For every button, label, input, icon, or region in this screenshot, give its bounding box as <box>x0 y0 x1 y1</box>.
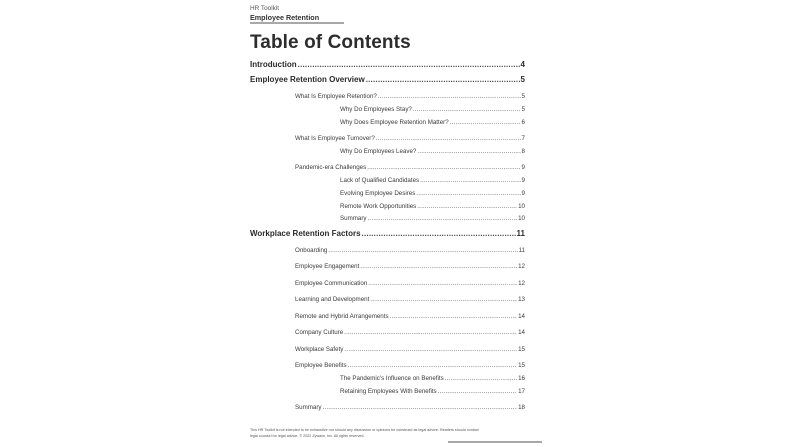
toc-entry-label: Why Does Employee Retention Matter? <box>340 119 449 126</box>
toc-entry[interactable] <box>295 164 525 172</box>
toc-entry-label: Summary <box>295 404 322 411</box>
toc-entry-page-number: 11 <box>516 229 525 238</box>
toc-entry[interactable] <box>250 59 525 70</box>
toc-entry-label: What Is Employee Turnover? <box>295 135 375 142</box>
toc-entry-page-number: 5 <box>521 106 525 113</box>
toc-dot-leader <box>370 296 517 304</box>
toc-entry-label: The Pandemic's Influence on Benefits <box>340 375 444 382</box>
toc-entry-label: What Is Employee Retention? <box>295 93 377 100</box>
header-underline <box>250 22 344 24</box>
toc-entry-label: Workplace Retention Factors <box>250 229 361 238</box>
toc-dot-leader <box>417 203 517 211</box>
page-title: Table of Contents <box>250 32 411 53</box>
toc-entry[interactable] <box>340 203 525 211</box>
toc-entry-page-number: 15 <box>518 346 525 353</box>
toc-entry[interactable] <box>340 388 525 396</box>
toc-dot-leader <box>445 375 517 383</box>
toc-entry-page-number: 6 <box>521 119 525 126</box>
toc-entry-label: Remote and Hybrid Arrangements <box>295 313 389 320</box>
toc-entry-label: Lack of Qualified Candidates <box>340 177 420 184</box>
toc-dot-leader <box>362 228 516 239</box>
toc-entry[interactable] <box>340 215 525 223</box>
toc-dot-leader <box>344 329 517 337</box>
toc-entry[interactable] <box>295 135 525 143</box>
toc-entry-label: Retaining Employees With Benefits <box>340 388 437 395</box>
toc-entry[interactable] <box>295 346 525 354</box>
toc-entry-page-number: 7 <box>521 135 525 142</box>
toc-entry-label: Employee Engagement <box>295 263 360 270</box>
toc-entry-page-number: 16 <box>518 375 525 382</box>
toc-dot-leader <box>367 215 517 223</box>
toc-dot-leader <box>366 74 520 85</box>
toc-entry-page-number: 10 <box>518 203 525 210</box>
toc-entry-label: Summary <box>340 215 367 222</box>
toc-entry[interactable] <box>250 74 525 85</box>
toc-dot-leader <box>367 164 520 172</box>
toc-dot-leader <box>328 247 517 255</box>
toc-entry-page-number: 14 <box>518 329 525 336</box>
toc-dot-leader <box>360 263 517 271</box>
toc-entry-label: Why Do Employees Leave? <box>340 148 417 155</box>
toc-entry-page-number: 4 <box>520 60 525 69</box>
toc-entry[interactable] <box>340 177 525 185</box>
toc-entry-label: Evolving Employee Desires <box>340 190 416 197</box>
toc-entry[interactable] <box>340 148 525 156</box>
toc-dot-leader <box>376 135 521 143</box>
toc-entry[interactable] <box>250 228 525 239</box>
toc-entry-page-number: 9 <box>521 190 525 197</box>
toc-entry[interactable] <box>295 362 525 370</box>
toc-entry-label: Employee Communication <box>295 280 368 287</box>
header-title: Employee Retention <box>250 13 320 22</box>
toc-entry-page-number: 12 <box>518 280 525 287</box>
document-header <box>250 5 319 22</box>
toc-entry[interactable] <box>295 313 525 321</box>
toc-entry[interactable] <box>340 119 525 127</box>
toc-dot-leader <box>322 404 517 412</box>
toc-entry-page-number: 5 <box>521 93 525 100</box>
toc-entry[interactable] <box>295 329 525 337</box>
footer-line-2: legal counsel for legal advice. © 2022 Zywave, Inc. All rights reserved. <box>250 434 365 438</box>
toc-entry[interactable] <box>295 296 525 304</box>
toc-entry-label: Pandemic-era Challenges <box>295 164 367 171</box>
toc-entry-page-number: 9 <box>521 164 525 171</box>
toc-entry-page-number: 12 <box>518 263 525 270</box>
toc-dot-leader <box>368 280 517 288</box>
toc-entry-page-number: 10 <box>518 215 525 222</box>
toc-dot-leader <box>416 190 520 198</box>
toc-entry-label: Learning and Development <box>295 296 370 303</box>
toc-entry[interactable] <box>295 404 525 412</box>
toc-dot-leader <box>413 106 521 114</box>
toc-dot-leader <box>420 177 520 185</box>
toc-entry[interactable] <box>295 93 525 101</box>
footer-underline <box>448 441 542 443</box>
toc-entry[interactable] <box>340 106 525 114</box>
toc-entry-label: Employee Retention Overview <box>250 75 365 84</box>
toc-dot-leader <box>417 148 520 156</box>
toc-dot-leader <box>298 59 520 70</box>
toc-entry-label: Onboarding <box>295 247 328 254</box>
toc-entry-page-number: 11 <box>518 247 525 254</box>
toc-dot-leader <box>344 346 517 354</box>
footer-disclaimer <box>250 427 540 439</box>
toc-dot-leader <box>348 362 518 370</box>
toc-entry[interactable] <box>295 280 525 288</box>
toc-entry[interactable] <box>295 247 525 255</box>
toc-entry-page-number: 15 <box>518 362 525 369</box>
toc-dot-leader <box>438 388 517 396</box>
toc-entry-label: Why Do Employees Stay? <box>340 106 412 113</box>
toc-entry[interactable] <box>295 263 525 271</box>
footer-line-1: This HR Toolkit is not intended to be exhaustive nor should any discussion or opinions be construed as legal advice. Readers should contact <box>250 428 479 432</box>
toc-entry-page-number: 17 <box>518 388 525 395</box>
toc-dot-leader <box>378 93 521 101</box>
toc-dot-leader <box>390 313 518 321</box>
toc-entry-label: Introduction <box>250 60 297 69</box>
toc-entry-page-number: 5 <box>520 75 525 84</box>
toc-entry-page-number: 13 <box>518 296 525 303</box>
toc-entry-label: Remote Work Opportunities <box>340 203 417 210</box>
toc-entry[interactable] <box>340 375 525 383</box>
toc-entry-label: Employee Benefits <box>295 362 347 369</box>
toc-entry-page-number: 18 <box>518 404 525 411</box>
header-kicker: HR Toolkit <box>250 5 280 12</box>
toc-entry-page-number: 9 <box>521 177 525 184</box>
toc-entry-page-number: 8 <box>521 148 525 155</box>
toc-entry[interactable] <box>340 190 525 198</box>
toc-entry-label: Company Culture <box>295 329 344 336</box>
toc-dot-leader <box>450 119 521 127</box>
toc-entry-page-number: 14 <box>518 313 525 320</box>
toc-entry-label: Workplace Safety <box>295 346 344 353</box>
